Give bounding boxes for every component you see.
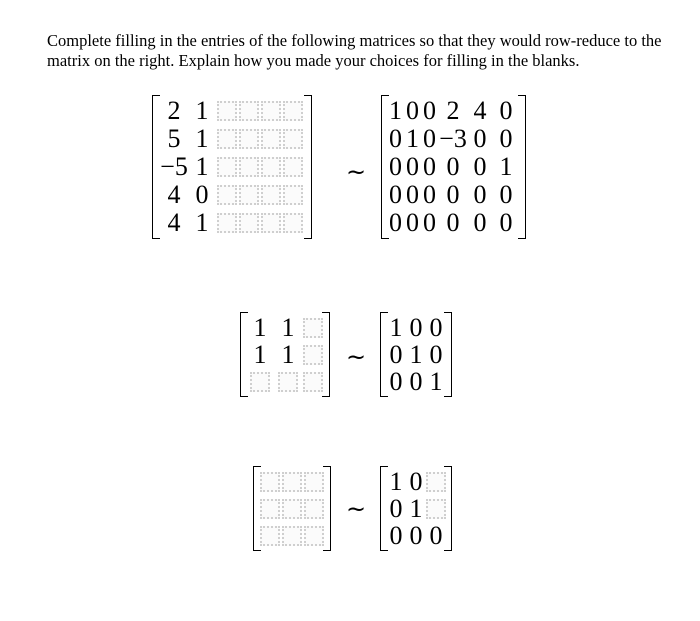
matrix-entry: 0 <box>499 124 513 153</box>
matrix-entry: 0 <box>409 366 423 396</box>
matrix-entry: 0 <box>446 180 460 209</box>
blank-box[interactable] <box>261 213 281 233</box>
matrix-entry: 0 <box>389 520 403 550</box>
blank-box[interactable] <box>239 185 259 205</box>
blank-box[interactable] <box>283 129 303 149</box>
blank-entry[interactable] <box>238 209 260 237</box>
matrix-entry: 0 <box>389 208 402 237</box>
blank-box[interactable] <box>278 372 298 392</box>
blank-box[interactable] <box>261 157 281 177</box>
matrix-entry: −5 <box>160 152 188 181</box>
blank-box[interactable] <box>239 213 259 233</box>
matrix-entry: 0 <box>429 312 443 342</box>
matrix-entry: 1 <box>281 339 295 369</box>
left-bracket <box>380 312 388 397</box>
matrix-entry: 1 <box>253 312 267 342</box>
blank-entry[interactable] <box>282 153 304 181</box>
blank-entry[interactable] <box>260 181 282 209</box>
blank-entry[interactable] <box>282 97 304 125</box>
matrix-entry: 1 <box>195 124 209 153</box>
matrix-entry: 0 <box>446 208 460 237</box>
matrix-entry: 0 <box>409 466 423 496</box>
blank-box[interactable] <box>239 101 259 121</box>
matrix-right-2 <box>386 314 446 395</box>
matrix-right-1 <box>387 97 520 237</box>
blank-entry[interactable] <box>281 522 303 549</box>
blank-entry[interactable] <box>259 468 281 495</box>
blank-entry[interactable] <box>260 125 282 153</box>
blank-box[interactable] <box>282 499 302 519</box>
blank-entry[interactable] <box>260 97 282 125</box>
blank-box[interactable] <box>303 372 323 392</box>
matrix-entry: 0 <box>389 366 403 396</box>
left-bracket <box>380 466 388 551</box>
matrix-entry: 1 <box>195 152 209 181</box>
matrix-entry: 1 <box>253 339 267 369</box>
blank-entry[interactable] <box>216 209 238 237</box>
matrix-entry: 5 <box>167 124 181 153</box>
blank-box[interactable] <box>283 157 303 177</box>
matrix-entry: −3 <box>439 124 467 153</box>
blank-entry[interactable] <box>238 181 260 209</box>
matrix-entry: 0 <box>446 152 460 181</box>
blank-box[interactable] <box>239 129 259 149</box>
blank-entry[interactable] <box>426 468 446 495</box>
blank-box[interactable] <box>217 129 237 149</box>
matrix-left-3 <box>259 468 325 549</box>
blank-box[interactable] <box>426 472 446 492</box>
matrix-right-3 <box>386 468 446 549</box>
matrix-entry: 0 <box>499 208 513 237</box>
blank-box[interactable] <box>283 213 303 233</box>
blank-entry[interactable] <box>259 495 281 522</box>
right-bracket <box>518 95 526 239</box>
blank-entry[interactable] <box>238 125 260 153</box>
matrix-left-2 <box>246 314 324 395</box>
blank-entry[interactable] <box>238 97 260 125</box>
matrix-entry: 0 <box>389 180 402 209</box>
blank-box[interactable] <box>239 157 259 177</box>
blank-box[interactable] <box>283 185 303 205</box>
matrix-entry: 0 <box>409 520 423 550</box>
matrix-entry: 1 <box>389 96 402 125</box>
blank-box[interactable] <box>260 526 280 546</box>
blank-entry[interactable] <box>426 495 446 522</box>
blank-box[interactable] <box>250 372 270 392</box>
matrix-entry: 0 <box>406 208 419 237</box>
matrix-entry: 0 <box>423 96 436 125</box>
blank-box[interactable] <box>217 157 237 177</box>
blank-box[interactable] <box>304 472 324 492</box>
right-bracket <box>444 312 452 397</box>
matrix-entry: 2 <box>446 96 460 125</box>
blank-box[interactable] <box>426 499 446 519</box>
blank-entry[interactable] <box>260 209 282 237</box>
row-equivalent-symbol: ~ <box>346 158 367 186</box>
blank-entry[interactable] <box>216 97 238 125</box>
matrix-entry: 0 <box>429 339 443 369</box>
blank-entry[interactable] <box>274 368 302 395</box>
right-bracket <box>322 312 330 397</box>
blank-entry[interactable] <box>281 495 303 522</box>
blank-box[interactable] <box>304 499 324 519</box>
blank-box[interactable] <box>217 213 237 233</box>
matrix-entry: 0 <box>389 152 402 181</box>
matrix-entry: 4 <box>473 96 487 125</box>
right-bracket <box>444 466 452 551</box>
matrix-entry: 4 <box>167 208 181 237</box>
blank-box[interactable] <box>260 499 280 519</box>
matrix-entry: 0 <box>473 208 487 237</box>
blank-box[interactable] <box>303 318 323 338</box>
left-bracket <box>381 95 389 239</box>
blank-box[interactable] <box>282 526 302 546</box>
matrix-entry: 0 <box>423 180 436 209</box>
blank-entry[interactable] <box>216 181 238 209</box>
blank-box[interactable] <box>217 185 237 205</box>
matrix-entry: 4 <box>167 180 181 209</box>
matrix-entry: 1 <box>281 312 295 342</box>
blank-entry[interactable] <box>282 181 304 209</box>
row-equivalent-symbol: ~ <box>346 343 367 371</box>
matrix-entry: 0 <box>406 152 419 181</box>
blank-entry[interactable] <box>246 368 274 395</box>
blank-box[interactable] <box>261 129 281 149</box>
matrix-entry: 1 <box>429 366 443 396</box>
matrix-entry: 0 <box>389 339 403 369</box>
matrix-left-1 <box>160 97 304 237</box>
matrix-entry: 0 <box>406 96 419 125</box>
matrix-entry: 1 <box>195 208 209 237</box>
matrix-entry: 1 <box>195 96 209 125</box>
matrix-entry: 0 <box>473 124 487 153</box>
matrix-entry: 1 <box>389 466 403 496</box>
matrix-entry: 0 <box>423 152 436 181</box>
blank-entry[interactable] <box>282 209 304 237</box>
matrix-entry: 0 <box>389 124 402 153</box>
matrix-entry: 0 <box>409 312 423 342</box>
blank-entry[interactable] <box>302 368 324 395</box>
blank-entry[interactable] <box>302 314 324 341</box>
matrix-entry: 0 <box>499 180 513 209</box>
matrix-entry: 0 <box>499 96 513 125</box>
blank-entry[interactable] <box>260 153 282 181</box>
problem-prompt: Complete filling in the entries of the following matrices so that they would row-reduce to the matrix on the right. Explain how you made your choices for filling in the blanks. <box>47 31 662 70</box>
blank-entry[interactable] <box>281 468 303 495</box>
matrix-entry: 0 <box>423 124 436 153</box>
matrix-entry: 0 <box>195 180 209 209</box>
blank-box[interactable] <box>282 472 302 492</box>
blank-entry[interactable] <box>216 125 238 153</box>
blank-entry[interactable] <box>238 153 260 181</box>
matrix-entry: 0 <box>389 493 403 523</box>
blank-box[interactable] <box>217 101 237 121</box>
blank-entry[interactable] <box>259 522 281 549</box>
matrix-entry: 1 <box>389 312 403 342</box>
matrix-entry: 1 <box>406 124 419 153</box>
left-bracket <box>240 312 248 397</box>
matrix-entry: 0 <box>473 152 487 181</box>
blank-entry[interactable] <box>216 153 238 181</box>
matrix-entry: 0 <box>423 208 436 237</box>
left-bracket <box>253 466 261 551</box>
matrix-entry: 0 <box>473 180 487 209</box>
right-bracket <box>323 466 331 551</box>
matrix-entry: 0 <box>406 180 419 209</box>
matrix-entry: 2 <box>167 96 181 125</box>
right-bracket <box>304 95 312 239</box>
row-equivalent-symbol: ~ <box>346 495 367 523</box>
blank-box[interactable] <box>283 101 303 121</box>
blank-box[interactable] <box>303 345 323 365</box>
matrix-entry: 0 <box>429 520 443 550</box>
blank-box[interactable] <box>261 185 281 205</box>
matrix-entry: 1 <box>409 493 423 523</box>
blank-box[interactable] <box>261 101 281 121</box>
blank-entry[interactable] <box>303 468 325 495</box>
blank-box[interactable] <box>304 526 324 546</box>
blank-entry[interactable] <box>303 522 325 549</box>
blank-entry[interactable] <box>282 125 304 153</box>
blank-box[interactable] <box>260 472 280 492</box>
blank-entry[interactable] <box>302 341 324 368</box>
matrix-entry: 1 <box>499 152 513 181</box>
matrix-entry: 1 <box>409 339 423 369</box>
blank-entry[interactable] <box>303 495 325 522</box>
left-bracket <box>152 95 160 239</box>
